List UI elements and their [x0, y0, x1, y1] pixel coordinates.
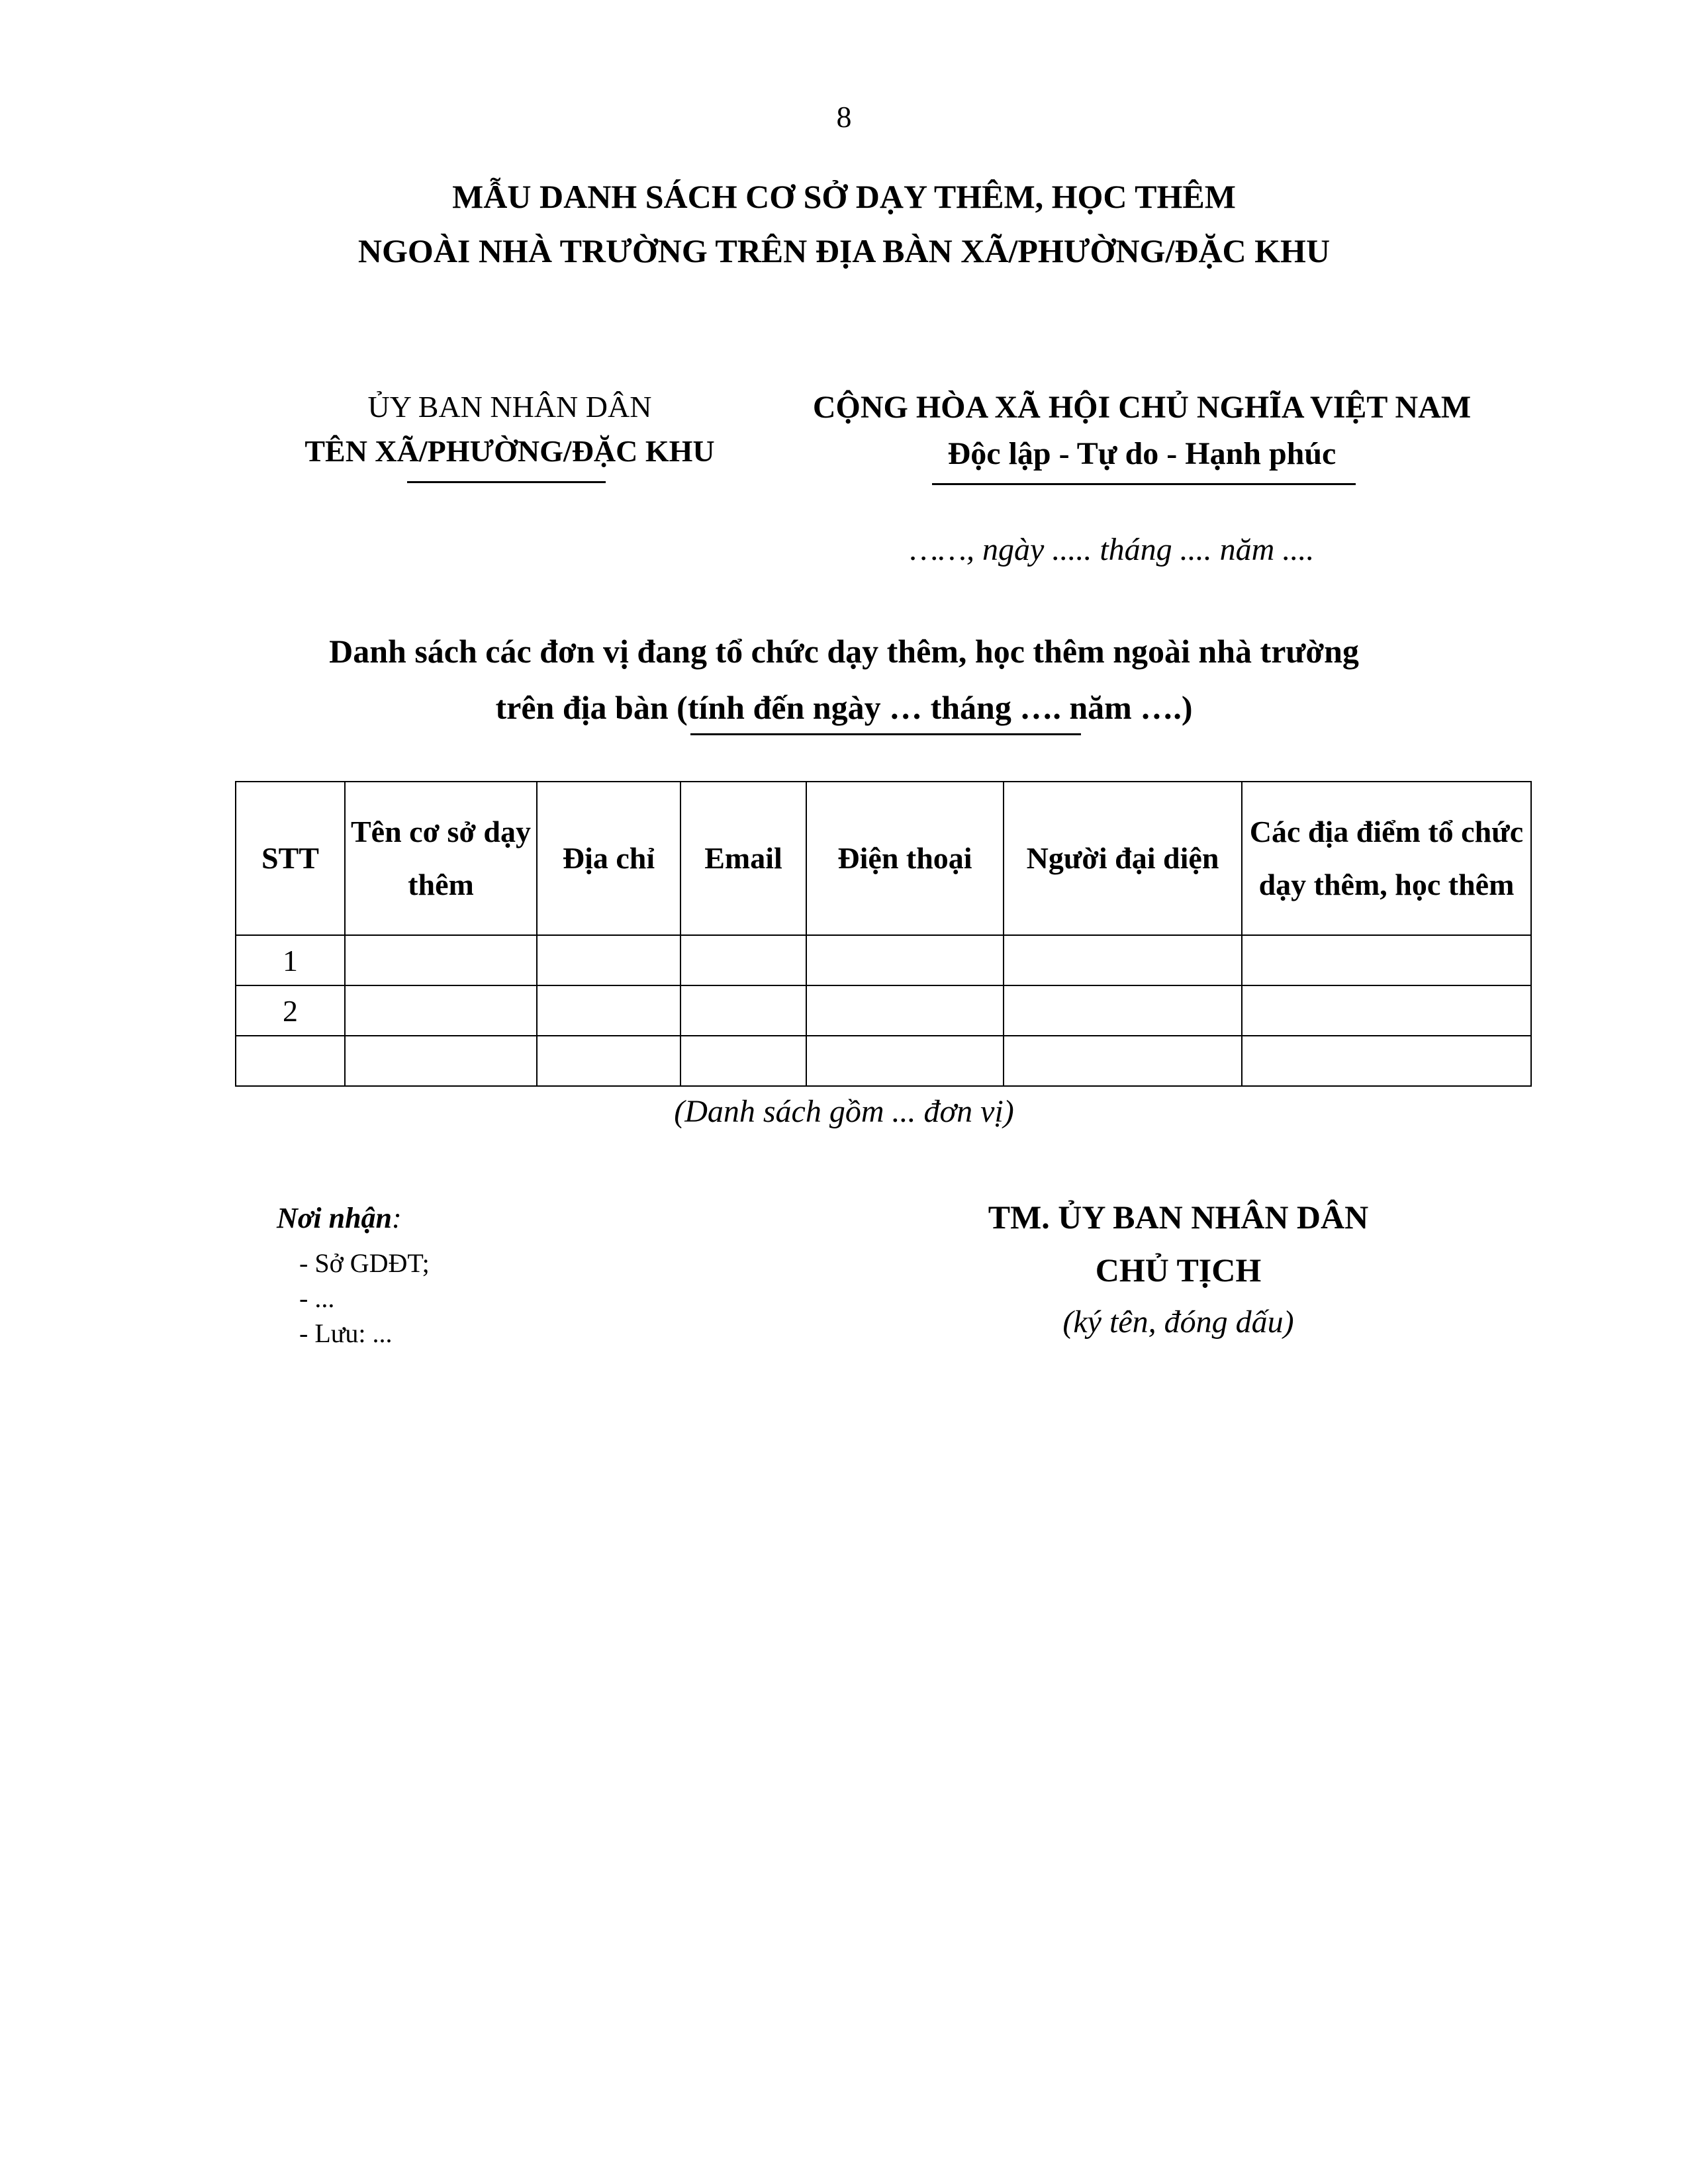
- document-title-line-1: MẪU DANH SÁCH CƠ SỞ DẠY THÊM, HỌC THÊM: [452, 178, 1236, 215]
- table-cell: [537, 985, 680, 1036]
- table-cell: [1242, 985, 1531, 1036]
- table-cell-stt: [236, 1036, 345, 1086]
- national-motto: Độc lập - Tự do - Hạnh phúc: [947, 436, 1336, 471]
- table-cell: [1004, 1036, 1242, 1086]
- column-header-representative: Người đại diện: [1004, 782, 1242, 935]
- issuing-unit-rule: [407, 481, 606, 483]
- table-cell-stt: 2: [236, 985, 345, 1036]
- table-cell: [680, 935, 806, 985]
- table-cell: [1242, 1036, 1531, 1086]
- list-title-rule: [690, 733, 1081, 735]
- recipients-label: [277, 1201, 402, 1235]
- document-title-line-2: NGOÀI NHÀ TRƯỜNG TRÊN ĐỊA BÀN XÃ/PHƯỜNG/ĐẶC KHU: [357, 232, 1331, 269]
- recipient-item: - Lưu: ...: [299, 1318, 393, 1348]
- table-note: (Danh sách gồm ... đơn vị): [674, 1094, 1014, 1129]
- signature-instruction: (ký tên, đóng dấu): [1062, 1304, 1294, 1340]
- column-header-locations: Các địa điểm tổ chức dạy thêm, học thêm: [1242, 782, 1531, 935]
- table-row: [236, 935, 1531, 985]
- table-header-row: [236, 782, 1531, 935]
- recipients-label-text: Nơi nhận: [277, 1202, 393, 1234]
- table-row: [236, 985, 1531, 1036]
- recipient-item: - Sở GDĐT;: [299, 1248, 430, 1278]
- issuing-unit: TÊN XÃ/PHƯỜNG/ĐẶC KHU: [305, 434, 715, 468]
- table-cell: [680, 1036, 806, 1086]
- table-cell: [806, 1036, 1004, 1086]
- table-row: [236, 1036, 1531, 1086]
- motto-rule: [932, 483, 1356, 485]
- recipients-label-colon: :: [392, 1202, 402, 1234]
- column-header-email: Email: [680, 782, 806, 935]
- list-title-line-2: trên địa bàn (tính đến ngày … tháng …. năm ….): [495, 689, 1193, 726]
- table-cell: [806, 985, 1004, 1036]
- column-header-phone: Điện thoại: [806, 782, 1004, 935]
- table-cell: [345, 935, 537, 985]
- page-number: 8: [836, 100, 852, 134]
- column-header-facility-name: Tên cơ sở dạy thêm: [345, 782, 537, 935]
- recipient-item: - ...: [299, 1283, 335, 1313]
- issuing-agency: ỦY BAN NHÂN DÂN: [367, 390, 652, 424]
- date-line: ……, ngày ..... tháng .... năm ....: [910, 532, 1315, 567]
- table-cell: [806, 935, 1004, 985]
- table-cell: [345, 985, 537, 1036]
- signature-title: CHỦ TỊCH: [1095, 1251, 1262, 1289]
- table-cell: [345, 1036, 537, 1086]
- list-title-line-1: Danh sách các đơn vị đang tổ chức dạy thêm, học thêm ngoài nhà trường: [329, 633, 1359, 670]
- facility-table: [235, 781, 1532, 1087]
- table-cell: [537, 1036, 680, 1086]
- signature-on-behalf: TM. ỦY BAN NHÂN DÂN: [988, 1199, 1369, 1236]
- column-header-stt: STT: [236, 782, 345, 935]
- table-cell: [1004, 935, 1242, 985]
- table-cell: [1004, 985, 1242, 1036]
- table-cell: [537, 935, 680, 985]
- table-cell: [680, 985, 806, 1036]
- table-cell-stt: 1: [236, 935, 345, 985]
- national-title: CỘNG HÒA XÃ HỘI CHỦ NGHĨA VIỆT NAM: [812, 390, 1472, 425]
- table-cell: [1242, 935, 1531, 985]
- column-header-address: Địa chỉ: [537, 782, 680, 935]
